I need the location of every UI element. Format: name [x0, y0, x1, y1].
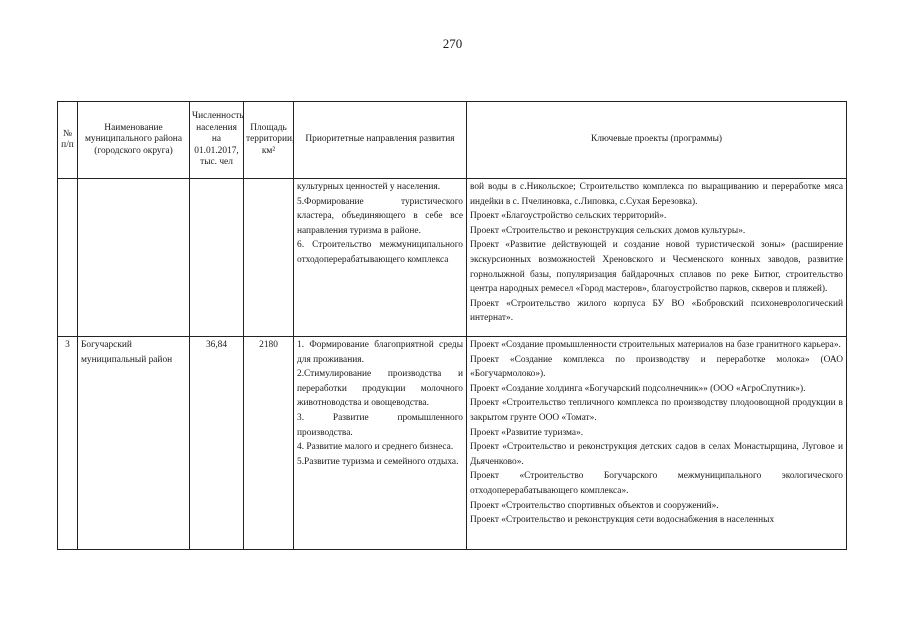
project-item: Проект «Строительство и реконструкция сети водоснабжения в населенных — [470, 515, 775, 526]
direction-item: 1. Формирование благоприятной среды для проживания. — [297, 340, 463, 365]
cell-area: 2180 — [244, 337, 294, 550]
project-item: Проект «Создание холдинга «Богучарский подсолнечник»» (ООО «АгроСпутник»). — [470, 383, 806, 394]
project-item: Проект «Благоустройство сельских территорий». — [470, 211, 667, 222]
page-number: 270 — [442, 36, 463, 51]
direction-item: 6. Строительство межмуниципального отходоперерабатывающего комплекса — [297, 240, 463, 265]
cell-directions — [294, 179, 467, 337]
project-item: вой воды в с.Никольское; Строительство комплекса по выращиванию и переработке мяса индейки в с. Пчелиновка, с.Липовка, с.Сухая Березовка). — [470, 182, 843, 207]
header-projects: Ключевые проекты (программы) — [467, 102, 847, 179]
table-row-boguchar — [58, 337, 847, 550]
project-item: Проект «Строительство спортивных объектов и сооружений». — [470, 500, 719, 511]
direction-item: культурных ценностей у населения. — [297, 182, 441, 192]
cell-name — [78, 179, 190, 337]
project-item: Проект «Создание промышленности строительных материалов на базе гранитного карьера». — [470, 340, 841, 350]
direction-item: 3. Развитие промышленного производства. — [297, 412, 463, 438]
project-item: Проект «Строительство тепличного комплекса по производству плодоовощной продукции в закрытом грунте ООО «Томат». — [470, 398, 843, 423]
table-header-row — [58, 102, 847, 179]
project-item: Проект «Создание комплекса по производству и переработке молока» (ОАО «Богучармолоко»). — [470, 354, 843, 380]
project-item: Проект «Строительство и реконструкция сельских домов культуры». — [470, 225, 746, 236]
header-area: Площадь территории, км² — [244, 102, 294, 179]
direction-item: 2.Стимулирование производства и переработки продукции молочного животноводства и овощеводства. — [297, 369, 463, 409]
header-no: № п/п — [58, 102, 78, 179]
cell-no: 3 — [58, 337, 78, 550]
direction-item: 5.Формирование туристического кластера, объединяющего в себе все направления туризма в районе. — [297, 196, 463, 236]
project-item: Проект «Развитие действующей и создание новой туристической зоны» (расширение экскурсионных возможностей Хреновского и Чесменского конных заводов, развитие горнолыжной базы, популяризация байдарочных сплавов по реке Битюг, строительство центра народных ремесел «Город мастеров», благоустройство парков, скверов и пляжей). — [470, 240, 843, 295]
project-item: Проект «Строительство жилого корпуса БУ ВО «Бобровский психоневрологический интернат». — [470, 298, 843, 324]
table-row-continuation — [58, 179, 847, 337]
direction-item: 4. Развитие малого и среднего бизнеса. — [297, 442, 454, 453]
project-item: Проект «Строительство и реконструкция детских садов в селах Монастырщина, Луговое и Дьяченково». — [470, 442, 843, 467]
cell-projects — [467, 337, 847, 550]
cell-name: Богучарский муниципальный район — [78, 337, 190, 550]
cell-population: 36,84 — [190, 337, 244, 550]
regional-projects-table — [57, 101, 847, 550]
project-item: Проект «Развитие туризма». — [470, 427, 584, 438]
cell-no — [58, 179, 78, 337]
header-directions: Приоритетные направления развития — [294, 102, 467, 179]
cell-population — [190, 179, 244, 337]
cell-directions — [294, 337, 467, 550]
project-item: Проект «Строительство Богучарского межмуниципального экологического отходоперерабатывающего комплекса». — [470, 471, 843, 496]
header-population: Численность населения на 01.01.2017, тыс. чел — [190, 102, 244, 179]
header-name: Наименование муниципального района (городского округа) — [78, 102, 190, 179]
direction-item: 5.Развитие туризма и семейного отдыха. — [297, 456, 459, 467]
cell-projects — [467, 179, 847, 337]
cell-area — [244, 179, 294, 337]
